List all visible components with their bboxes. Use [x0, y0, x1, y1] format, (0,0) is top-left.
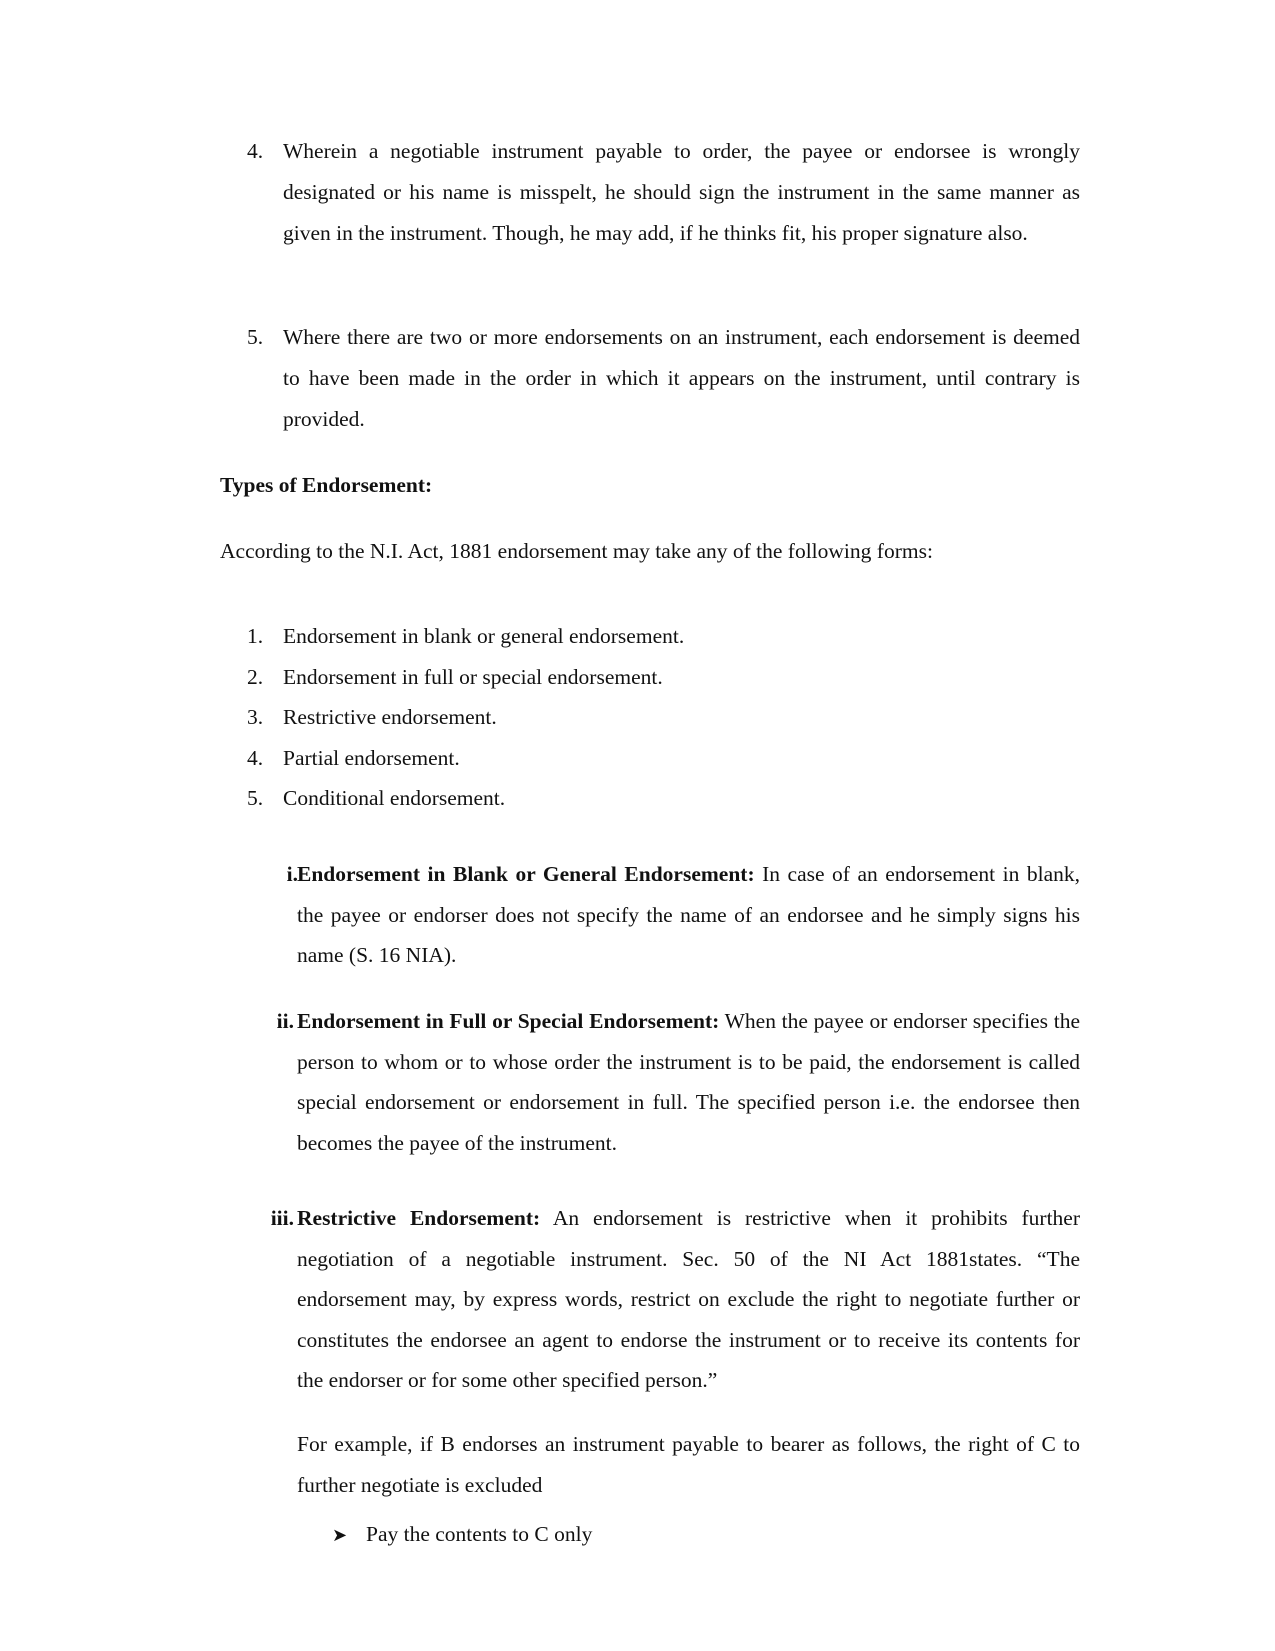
- list-number: 4.: [247, 139, 264, 163]
- list-number: 3.: [247, 705, 264, 729]
- list-item-text: Partial endorsement.: [283, 745, 460, 770]
- definition-restrictive-endorsement: [258, 1198, 1080, 1401]
- definition-term: Restrictive Endorsement:: [297, 1206, 541, 1230]
- list-item-text: Endorsement in full or special endorsement.: [283, 664, 663, 689]
- list-item-text: Conditional endorsement.: [283, 786, 506, 810]
- list-number: 5.: [247, 325, 264, 349]
- list-item: [247, 657, 684, 698]
- example-bullet-text: Pay the contents to C only: [366, 1522, 593, 1546]
- list-item-4: [247, 131, 1080, 254]
- definition-blank-endorsement: [258, 854, 1080, 976]
- arrow-bullet-icon: ➤: [332, 1525, 348, 1546]
- list-item-5: [247, 317, 1080, 440]
- list-item: [247, 738, 684, 779]
- list-number: 2.: [247, 664, 264, 689]
- list-item-text: Where there are two or more endorsements on an instrument, each endorsement is deemed to have been made in the order in which it appears on the instrument, until contrary is provided.: [283, 325, 1080, 431]
- list-item-text: Endorsement in blank or general endorsement.: [283, 624, 685, 648]
- list-item: [247, 616, 684, 657]
- list-number: 5.: [247, 786, 264, 810]
- forms-list: [247, 616, 684, 819]
- list-item-text: Wherein a negotiable instrument payable to order, the payee or endorsee is wrongly designated or his name is misspelt, he should sign the instrument in the same manner as given in the instrument. Though, he may add, if he thinks fit, his proper signature also.: [283, 139, 1080, 245]
- list-number: 4.: [247, 745, 264, 770]
- definition-special-endorsement: [258, 1001, 1080, 1163]
- intro-paragraph: According to the N.I. Act, 1881 endorsement may take any of the following forms:: [220, 539, 933, 563]
- definition-text: An endorsement is restrictive when it prohibits further negotiation of a negotiable instrument. Sec. 50 of the NI Act 1881states. “The endorsement may, by express words, restrict on exclude the right to negotiate further or constitutes the endorsee an agent to endorse the instrument or to receive its contents for the endorser or for some other specified person.”: [297, 1206, 1080, 1392]
- list-item: [247, 778, 684, 819]
- definition-body: [297, 854, 1080, 976]
- definition-text: In case of an endorsement in blank, the payee or endorser does not specify the name of an endorsee and he simply signs his name (S. 16 NIA).: [297, 862, 1080, 967]
- list-item: [247, 697, 684, 738]
- roman-numeral: i.: [286, 862, 298, 886]
- example-paragraph: For example, if B endorses an instrument payable to bearer as follows, the right of C to further negotiate is excluded: [297, 1432, 1080, 1497]
- list-item-text: Restrictive endorsement.: [283, 705, 497, 729]
- definition-term: Endorsement in Blank or General Endorsement:: [297, 862, 755, 886]
- section-heading: Types of Endorsement:: [220, 473, 433, 497]
- definition-text: When the payee or endorser specifies the person to whom or to whose order the instrument is to be paid, the endorsement is called special endorsement or endorsement in full. The specified person i.e. the endorsee then becomes the payee of the instrument.: [297, 1009, 1080, 1155]
- definition-body: [297, 1198, 1080, 1401]
- roman-numeral: ii.: [276, 1009, 294, 1033]
- definition-term: Endorsement in Full or Special Endorsement:: [297, 1009, 720, 1033]
- definition-body: [297, 1001, 1080, 1163]
- list-number: 1.: [247, 624, 264, 648]
- roman-numeral: iii.: [270, 1206, 294, 1230]
- example-bullet: [332, 1514, 592, 1556]
